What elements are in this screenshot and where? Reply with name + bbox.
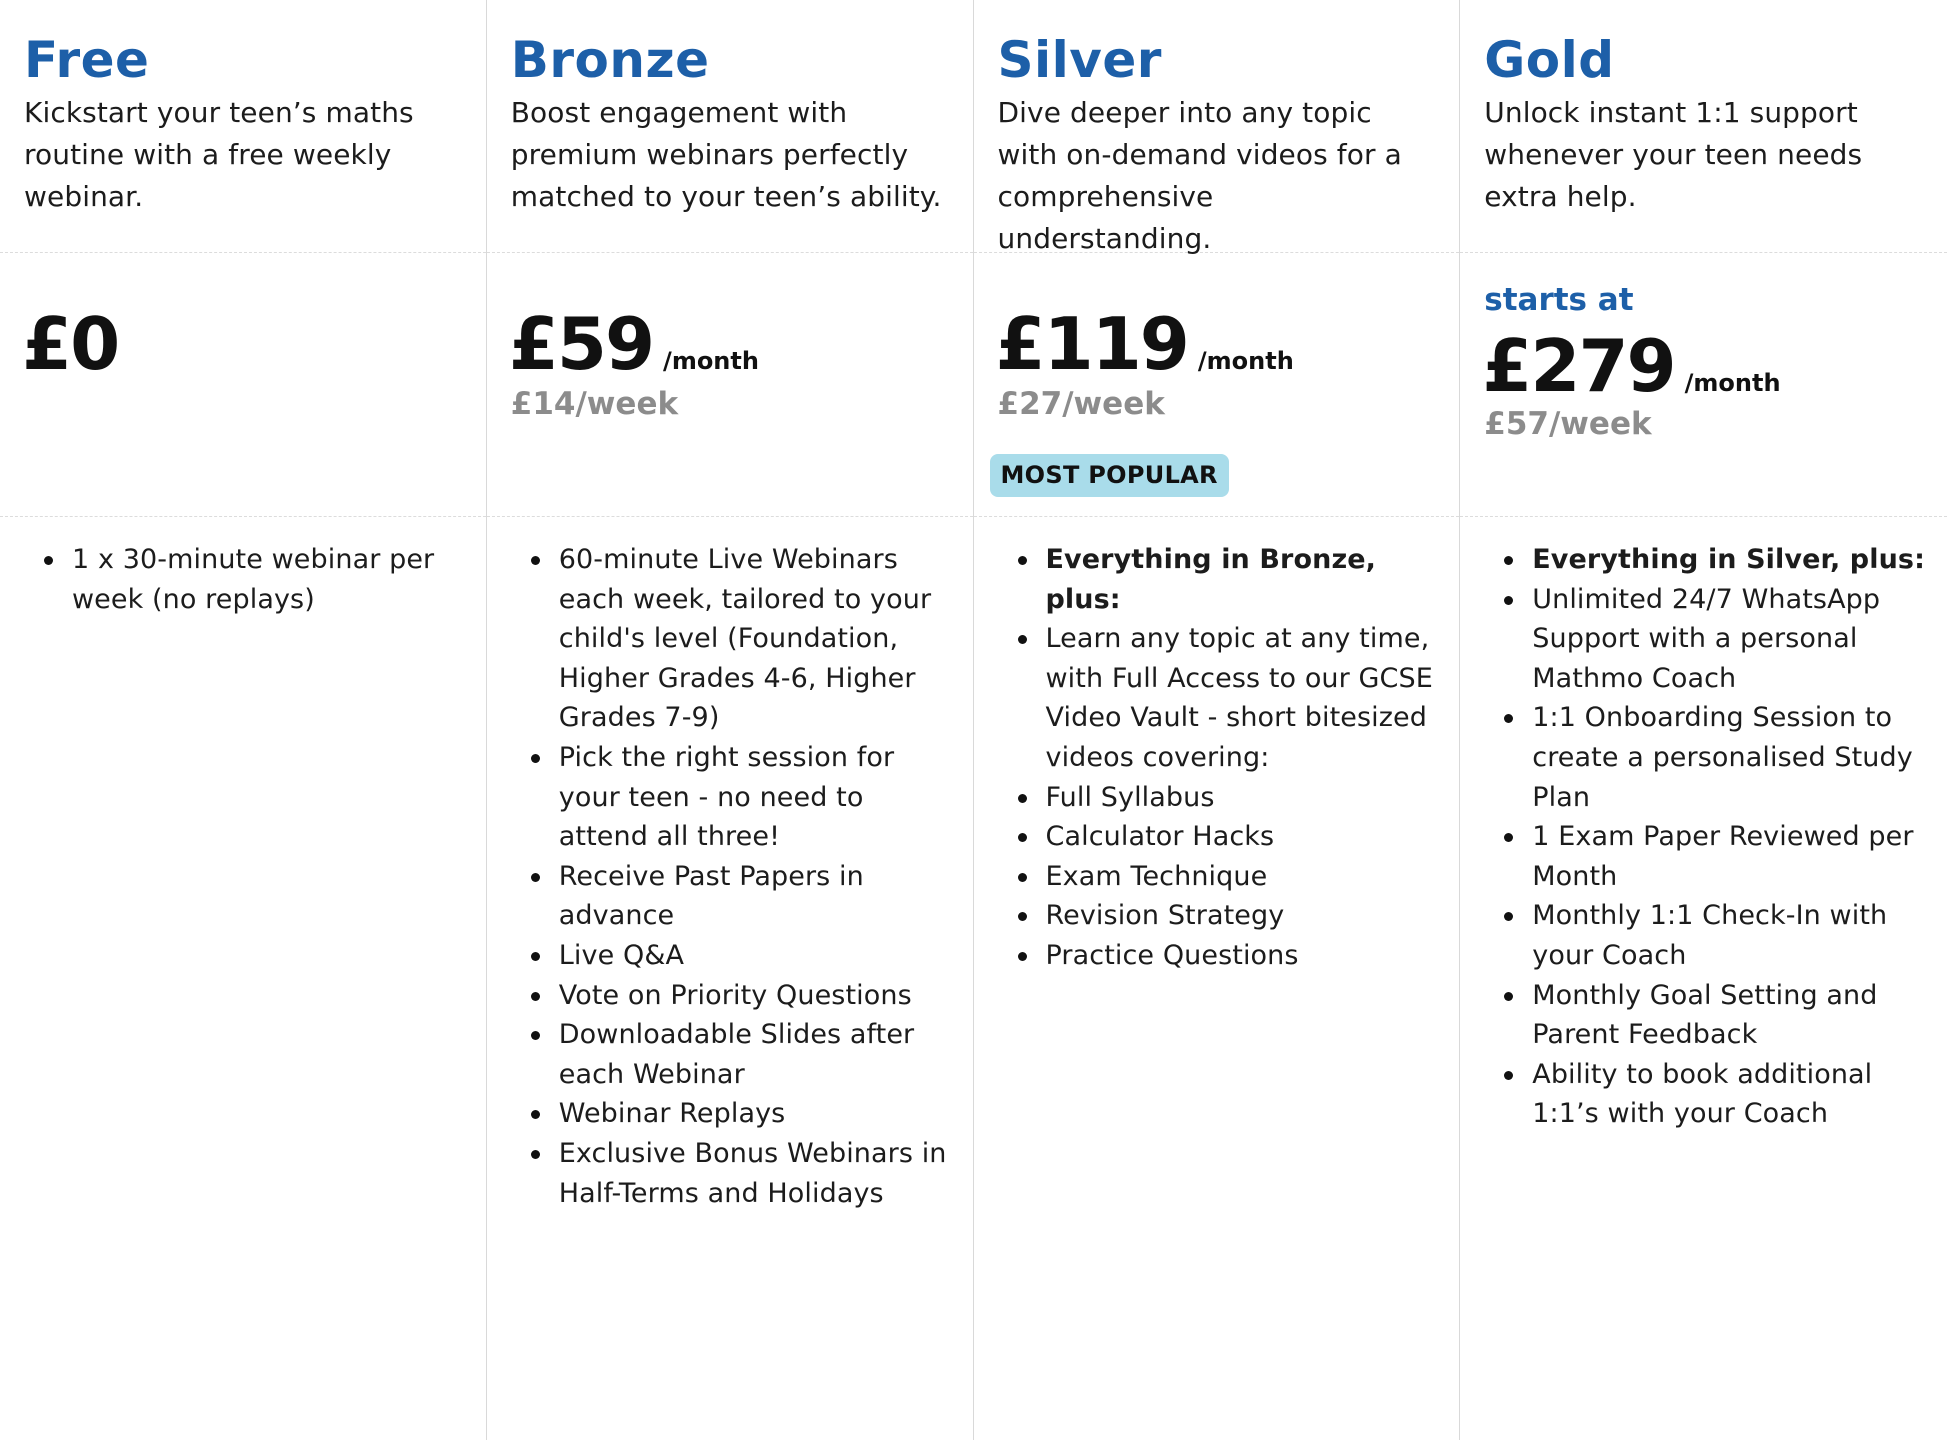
plan-header [1460,0,1947,253]
plan-description: Kickstart your teen’s maths routine with a free weekly webinar. [24,96,414,213]
feature-item: Vote on Priority Questions [511,976,955,1016]
price-period: /month [1684,369,1781,397]
feature-list [998,540,1442,976]
price-row [1482,326,1780,406]
plan-pricing [0,254,486,517]
feature-item: Ability to book additional 1:1’s with your Coach [1484,1055,1929,1134]
feature-item: Everything in Bronze, plus: [998,540,1442,619]
plan-pricing [974,254,1460,517]
feature-list-container [487,540,973,1213]
feature-item: Practice Questions [998,936,1442,976]
plan-header [974,0,1460,253]
most-popular-badge: MOST POPULAR [990,454,1229,497]
feature-item: Revision Strategy [998,896,1442,936]
plan-description: Unlock instant 1:1 support whenever your teen needs extra help. [1484,96,1863,213]
price-row [22,304,118,384]
price-amount: £279 [1482,324,1675,408]
feature-item: 1:1 Onboarding Session to create a personalised Study Plan [1484,698,1929,817]
plan-card-silver [974,0,1461,1440]
price-row [996,304,1294,384]
price-weekly: £14/week [510,386,679,422]
feature-item: Monthly 1:1 Check-In with your Coach [1484,896,1929,975]
feature-list-container [1460,540,1947,1134]
plan-card-bronze [487,0,974,1440]
feature-item: Pick the right session for your teen - no need to attend all three! [511,738,955,857]
price-weekly: £57/week [1484,406,1652,442]
price-amount: £59 [508,302,654,386]
plan-name: Bronze [510,31,710,89]
price-weekly: £27/week [997,386,1165,422]
plan-name: Silver [997,31,1162,89]
price-amount: £0 [22,302,119,386]
feature-list [24,540,468,619]
plan-header [0,0,486,253]
feature-item: Webinar Replays [511,1094,955,1134]
plan-card-gold [1460,0,1947,1440]
feature-item: Downloadable Slides after each Webinar [511,1015,955,1094]
feature-list-container [974,540,1460,976]
plan-description: Boost engagement with premium webinars perfectly matched to your teen’s ability. [510,96,942,213]
feature-item: 1 Exam Paper Reviewed per Month [1484,817,1929,896]
feature-item: Unlimited 24/7 WhatsApp Support with a personal Mathmo Coach [1484,580,1929,699]
feature-item: Exclusive Bonus Webinars in Half-Terms and Holidays [511,1134,955,1213]
feature-item: Calculator Hacks [998,817,1442,857]
feature-item: Everything in Silver, plus: [1484,540,1929,580]
price-period: /month [1197,347,1294,375]
feature-item: Full Syllabus [998,778,1442,818]
feature-item: 60-minute Live Webinars each week, tailored to your child's level (Foundation, Higher Grades 4-6, Higher Grades 7-9) [511,540,955,738]
plan-header [487,0,973,253]
price-amount: £119 [995,302,1188,386]
feature-item: 1 x 30-minute webinar per week (no replays) [24,540,468,619]
feature-item: Learn any topic at any time, with Full Access to our GCSE Video Vault - short bitesized videos covering: [998,619,1442,777]
plan-description: Dive deeper into any topic with on-demand videos for a comprehensive understanding. [997,96,1402,255]
starts-at-label: starts at [1484,282,1634,318]
price-period: /month [663,347,759,375]
plan-pricing [487,254,973,517]
price-row [509,304,759,384]
feature-list [511,540,955,1213]
feature-item: Live Q&A [511,936,955,976]
plan-pricing [1460,254,1947,517]
feature-list [1484,540,1929,1134]
feature-list-container [0,540,486,619]
plan-name: Gold [1484,31,1615,89]
feature-item: Receive Past Papers in advance [511,857,955,936]
feature-item: Monthly Goal Setting and Parent Feedback [1484,976,1929,1055]
plan-name: Free [24,31,150,89]
feature-item: Exam Technique [998,857,1442,897]
plan-card-free [0,0,487,1440]
